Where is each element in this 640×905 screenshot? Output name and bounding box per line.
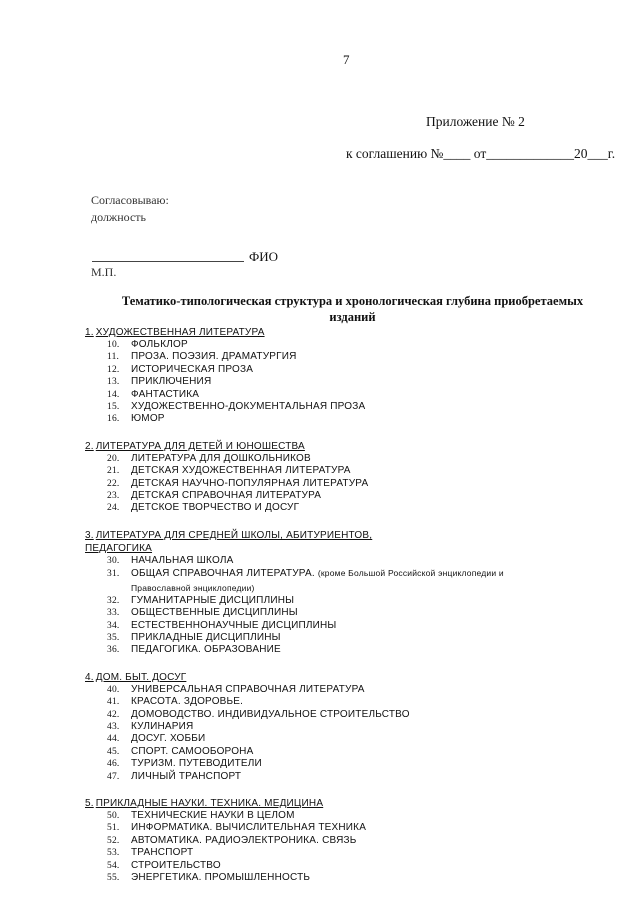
section: [85, 671, 625, 783]
item-text: ТРАНСПОРТ: [131, 847, 194, 859]
section: [85, 797, 625, 884]
item-number: 12.: [107, 364, 120, 375]
item-number: 45.: [107, 746, 120, 757]
section: [85, 326, 625, 426]
item-text: ДЕТСКОЕ ТВОРЧЕСТВО И ДОСУГ: [131, 502, 300, 514]
item-number: 47.: [107, 771, 120, 782]
item-number: 46.: [107, 759, 120, 770]
item-number: 34.: [107, 620, 120, 631]
list-item: [107, 709, 625, 721]
list-item: [107, 822, 625, 834]
list-item: [107, 389, 625, 401]
item-number: 16.: [107, 414, 120, 425]
list-item: [107, 721, 625, 733]
section-title: ЛИТЕРАТУРА ДЛЯ ДЕТЕЙ И ЮНОШЕСТВА: [95, 440, 305, 452]
list-item: [107, 607, 625, 619]
list-item: [107, 810, 625, 822]
section-number: 1.: [85, 327, 94, 338]
item-text: ПЕДАГОГИКА. ОБРАЗОВАНИЕ: [131, 644, 281, 656]
list-item: [107, 620, 625, 632]
item-text: ГУМАНИТАРНЫЕ ДИСЦИПЛИНЫ: [131, 594, 295, 606]
list-item: [107, 413, 625, 425]
item-text: ИСТОРИЧЕСКАЯ ПРОЗА: [131, 363, 254, 375]
item-text: ПРОЗА. ПОЭЗИЯ. ДРАМАТУРГИЯ: [131, 351, 297, 363]
item-number: 23.: [107, 491, 120, 502]
list-item: [107, 595, 625, 607]
list-item: [107, 644, 625, 656]
section-number: 4.: [85, 671, 94, 683]
item-number: 36.: [107, 645, 120, 656]
section-number: 2.: [85, 440, 94, 452]
item-number: 35.: [107, 632, 120, 643]
item-text: НАЧАЛЬНАЯ ШКОЛА: [131, 554, 234, 566]
item-text: ЛИЧНЫЙ ТРАНСПОРТ: [131, 770, 242, 782]
list-item: [107, 872, 625, 884]
item-text: ДЕТСКАЯ НАУЧНО-ПОПУЛЯРНАЯ ЛИТЕРАТУРА: [131, 477, 369, 489]
list-item: [107, 364, 625, 376]
list-item: [107, 696, 625, 708]
item-text: СПОРТ. САМООБОРОНА: [131, 745, 254, 757]
list-item: [107, 490, 625, 502]
list-item: [107, 351, 625, 363]
item-text: ДЕТСКАЯ ХУДОЖЕСТВЕННАЯ ЛИТЕРАТУРА: [131, 465, 351, 477]
approve-label: Согласовываю:: [91, 193, 169, 207]
section-title-continuation: ПЕДАГОГИКА: [85, 542, 153, 554]
item-number: 20.: [107, 453, 120, 464]
section-title: ХУДОЖЕСТВЕННАЯ ЛИТЕРАТУРА: [95, 327, 265, 338]
item-number: 15.: [107, 402, 120, 413]
section-title: ЛИТЕРАТУРА ДЛЯ СРЕДНЕЙ ШКОЛЫ, АБИТУРИЕНТОВ,: [95, 529, 373, 541]
fio-label: ФИО: [249, 249, 279, 264]
sections-list: [85, 326, 625, 898]
list-item: [107, 401, 625, 413]
item-text: ХУДОЖЕСТВЕННО-ДОКУМЕНТАЛЬНАЯ ПРОЗА: [131, 401, 366, 413]
item-text: ОБЩЕСТВЕННЫЕ ДИСЦИПЛИНЫ: [131, 607, 298, 619]
list-item: [107, 860, 625, 872]
item-text: АВТОМАТИКА. РАДИОЭЛЕКТРОНИКА. СВЯЗЬ: [131, 834, 357, 846]
item-number: 52.: [107, 835, 120, 846]
item-text: ИНФОРМАТИКА. ВЫЧИСЛИТЕЛЬНАЯ ТЕХНИКА: [131, 822, 367, 834]
item-text: ДОСУГ. ХОББИ: [131, 733, 206, 745]
item-text: ТУРИЗМ. ПУТЕВОДИТЕЛИ: [131, 758, 262, 770]
item-text: ПРИКЛАДНЫЕ ДИСЦИПЛИНЫ: [131, 631, 281, 643]
item-text: ЮМОР: [131, 413, 165, 425]
item-number: 40.: [107, 684, 120, 695]
section-heading: [85, 797, 625, 810]
list-item: [107, 684, 625, 696]
item-number: 11.: [107, 352, 120, 363]
list-item: [107, 502, 625, 514]
approval-block: [91, 192, 169, 226]
section-number: 5.: [85, 797, 94, 809]
list-item: [107, 733, 625, 745]
item-text: ДЕТСКАЯ СПРАВОЧНАЯ ЛИТЕРАТУРА: [131, 490, 322, 502]
item-note-continuation: Православной энциклопедии): [131, 582, 255, 593]
page-number: 7: [343, 52, 350, 67]
item-number: 32.: [107, 595, 120, 606]
item-text: ФОЛЬКЛОР: [131, 339, 188, 350]
item-text: ОБЩАЯ СПРАВОЧНАЯ ЛИТЕРАТУРА.: [131, 568, 315, 580]
item-number: 33.: [107, 608, 120, 619]
item-number: 21.: [107, 466, 120, 477]
section-heading: [85, 529, 625, 542]
item-text: КУЛИНАРИЯ: [131, 720, 194, 732]
list-item: [107, 376, 625, 388]
item-text: СТРОИТЕЛЬСТВО: [131, 859, 221, 871]
section-title: ПРИКЛАДНЫЕ НАУКИ. ТЕХНИКА. МЕДИЦИНА: [95, 797, 324, 809]
item-number: 13.: [107, 377, 120, 388]
list-item: [107, 555, 625, 567]
list-item: [107, 847, 625, 859]
position-label: должность: [91, 210, 146, 224]
signature-line: [92, 249, 244, 262]
list-item: [107, 632, 625, 644]
section: [85, 529, 625, 657]
item-text: ЛИТЕРАТУРА ДЛЯ ДОШКОЛЬНИКОВ: [131, 452, 311, 464]
item-number: 43.: [107, 721, 120, 732]
item-number: 30.: [107, 555, 120, 566]
item-number: 10.: [107, 340, 120, 350]
item-number: 31.: [107, 569, 120, 580]
item-number: 54.: [107, 860, 120, 871]
item-number: 14.: [107, 389, 120, 400]
item-number: 55.: [107, 873, 120, 883]
list-item: [107, 453, 625, 465]
section-title: ДОМ. БЫТ. ДОСУГ: [95, 671, 187, 683]
list-item: [107, 835, 625, 847]
list-item: [107, 771, 625, 783]
item-text: ПРИКЛЮЧЕНИЯ: [131, 376, 212, 388]
section-heading: [85, 671, 625, 684]
item-number: 41.: [107, 697, 120, 708]
section: [85, 440, 625, 515]
list-item: [107, 746, 625, 758]
item-note: (кроме Большой Российской энциклопедии и: [317, 568, 504, 579]
section-heading: [85, 440, 625, 453]
section-heading: [85, 326, 625, 339]
item-text: ТЕХНИЧЕСКИЕ НАУКИ В ЦЕЛОМ: [131, 809, 295, 821]
item-text: ФАНТАСТИКА: [131, 388, 200, 400]
item-number: 42.: [107, 709, 120, 720]
item-number: 22.: [107, 478, 120, 489]
item-number: 50.: [107, 810, 120, 821]
item-text: ЭНЕРГЕТИКА. ПРОМЫШЛЕННОСТЬ: [131, 872, 311, 883]
item-text: КРАСОТА. ЗДОРОВЬЕ.: [131, 696, 244, 708]
list-item: [107, 478, 625, 490]
item-text: УНИВЕРСАЛЬНАЯ СПРАВОЧНАЯ ЛИТЕРАТУРА: [131, 683, 365, 695]
document-title: Тематико-типологическая структура и хронологическая глубина приобретаемых изданий: [121, 294, 584, 324]
annex-label: Приложение № 2: [426, 114, 525, 129]
stamp-label: М.П.: [91, 265, 117, 279]
agreement-line: к соглашению №____ от_____________20___г.: [346, 146, 616, 161]
item-number: 53.: [107, 848, 120, 859]
list-item: [107, 567, 625, 594]
section-number: 3.: [85, 529, 94, 541]
list-item: [107, 465, 625, 477]
item-number: 51.: [107, 823, 120, 834]
item-text: ДОМОВОДСТВО. ИНДИВИДУАЛЬНОЕ СТРОИТЕЛЬСТВО: [131, 708, 410, 720]
list-item: [107, 758, 625, 770]
list-item: [107, 339, 625, 351]
item-number: 44.: [107, 734, 120, 745]
item-number: 24.: [107, 503, 120, 514]
item-text: ЕСТЕСТВЕННОНАУЧНЫЕ ДИСЦИПЛИНЫ: [131, 619, 337, 631]
